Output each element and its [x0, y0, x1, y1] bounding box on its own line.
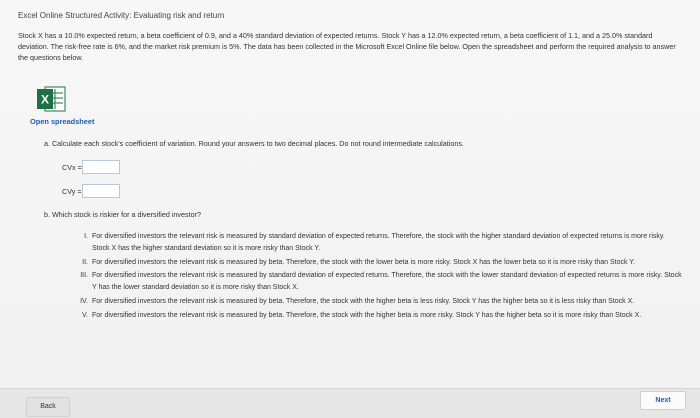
cv-y-row — [62, 184, 120, 198]
page-title: Excel Online Structured Activity: Evaluating risk and return — [18, 11, 225, 20]
cv-x-label: CVx = — [62, 162, 82, 172]
cv-x-row — [62, 160, 120, 174]
option-ii[interactable] — [72, 257, 682, 269]
option-text: For diversified investors the relevant risk is measured by beta. Therefore, the stock with the higher beta is less risky. Stock Y has the higher beta so it is less risky than Stock X. — [92, 297, 635, 305]
option-text: For diversified investors the relevant risk is measured by standard deviation of expected returns. Therefore, the stock with the higher standard deviation of expected returns is more risky. Stock X has the higher standard deviation so it is more risky than Stock Y. — [92, 233, 665, 252]
cv-x-input[interactable] — [82, 160, 120, 174]
option-iii[interactable] — [72, 270, 682, 294]
option-number: IV. — [80, 297, 88, 305]
option-text: For diversified investors the relevant risk is measured by standard deviation of expected returns. Therefore, the stock with the lower standard deviation of expected returns is more risky. Stock Y has the lower standard deviation so it is more risky than Stock X. — [92, 272, 682, 292]
problem-statement: Stock X has a 10.0% expected return, a beta coefficient of 0.9, and a 40% standard deviation of expected returns. Stock Y has a 12.0% expected return, a beta coefficient of 1.1, and a 25.0% standard deviation. The risk-free rate is 6%, and the market risk premium is 5%. The data has been collected in the Microsoft Excel Online file below. Open the spreadsheet and perform the required analysis to answer the questions below. — [18, 31, 676, 62]
option-text: For diversified investors the relevant risk is measured by beta. Therefore, the stock with the lower beta is more risky. Stock X has the lower beta so it is more risky than Stock Y. — [92, 258, 635, 266]
question-a: a. Calculate each stock's coefficient of variation. Round your answers to two decimal places. Do not round intermediate calculations. — [44, 139, 464, 148]
option-number: V. — [82, 311, 88, 319]
question-b: b. Which stock is riskier for a diversified investor? — [44, 210, 201, 219]
option-i[interactable] — [72, 231, 682, 255]
footer-bar — [0, 388, 700, 418]
cv-y-input[interactable] — [82, 184, 120, 198]
option-text: For diversified investors the relevant risk is measured by beta. Therefore, the stock with the higher beta is more risky. Stock Y has the higher beta so it is more risky than Stock X. — [92, 311, 642, 319]
option-number: I. — [84, 233, 88, 240]
back-button[interactable]: Back — [26, 397, 70, 417]
svg-text:X: X — [40, 92, 50, 107]
option-number: II. — [82, 258, 88, 266]
cv-y-label: CVy = — [62, 186, 82, 196]
next-button[interactable]: Next — [640, 391, 686, 410]
option-number: III. — [80, 272, 88, 280]
option-iv[interactable] — [72, 296, 682, 308]
excel-icon[interactable] — [36, 85, 66, 113]
option-v[interactable] — [72, 310, 682, 322]
answer-options — [72, 231, 682, 324]
open-spreadsheet-link[interactable]: Open spreadsheet — [30, 117, 95, 126]
